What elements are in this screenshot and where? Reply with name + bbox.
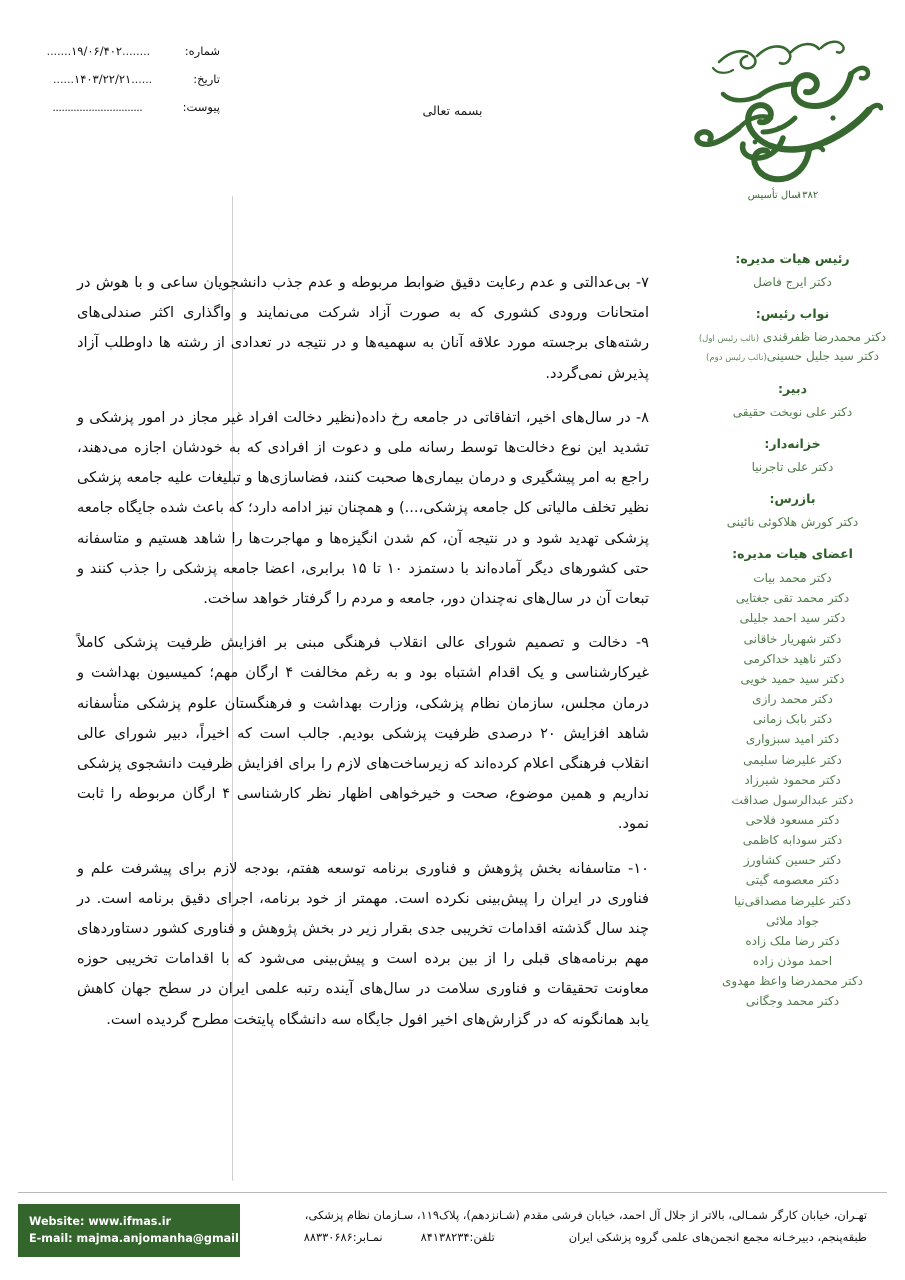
meta-row-date	[15, 72, 220, 100]
sidebar-name-text: دکتر محمدرضا ظفرقندی	[759, 329, 887, 344]
sidebar-name	[680, 347, 905, 366]
sidebar-group-treasurer	[680, 435, 905, 477]
sidebar-name: دکتر ایرج فاضل	[753, 274, 832, 289]
footer-website[interactable]: Website: www.ifmas.ir	[29, 1215, 172, 1228]
logo-founded-text	[748, 187, 819, 201]
letterhead-footer	[0, 1200, 905, 1280]
paragraph-9: ۹- دخالت و تصمیم شورای عالی انقلاب فرهنگی مبنی بر افزایش ظرفیت پزشکی کاملاً غیرکارشناسی و یک اقدام اشتباه بود و به رغم مخالفت ۴ ارگان مهم؛ کمیسیون بهداشت و درمان مجلس، سازمان نظام پزشکی، وزارت بهداشت و فرهنگستان علوم پزشکی متأسفانه شاهد افزایش ۲۰ درصدی ظرفیت پزشکی بودیم. جالب است که اخیراً، دبیر شورای عالی انقلاب فرهنگی اعلام کرده‌اند که زیرساخت‌های لازم را برای افزایش ظرفیت دانشجوی پزشکی نداریم و همین موضوع، صحت و خیرخواهی اظهار نظر کارشناسی ۴ ارگان مربوطه را ثابت نمود.	[77, 634, 650, 833]
sidebar-member: دکتر حسین کشاورز	[743, 853, 842, 868]
footer-address-line-2	[257, 1226, 867, 1248]
sidebar-member: دکتر بابک زمانی	[752, 712, 833, 727]
footer-address	[257, 1204, 867, 1248]
sidebar-member: دکتر سید احمد جلیلی	[739, 611, 846, 626]
sidebar-title-chairman: رئیس هیات مدیره:	[735, 251, 850, 266]
sidebar-member: دکتر محمد رازی	[752, 692, 833, 707]
footer-address-line-1: تهـران، خیابان کارگر شمـالی، بالاتر از جلال آل احمد، خیابان فرشی مقدم (شـانزدهم)، پلاک۱۱۹، سـازمان نظام پزشکی،	[304, 1208, 867, 1222]
sidebar-title-board-members: اعضای هیات مدیره:	[732, 546, 853, 562]
sidebar-member: احمد موذن زاده	[752, 954, 833, 969]
meta-label-number: شماره:	[184, 44, 220, 58]
sidebar-member: دکتر ناهید خداکرمی	[743, 651, 842, 666]
footer-spacer	[495, 1226, 569, 1248]
besmeh-taala-text: بسمه تعالی	[422, 103, 483, 118]
paragraph-8: ۸- در سال‌های اخیر، اتفاقاتی در جامعه رخ داده(نظیر دخالت افراد غیر مجاز در امور پزشکی و تشدید این نوع دخالت‌ها توسط رسانه ملی و دعوت از افرادی که به خودشان اجازه می‌دهند، راجع به امر پیشگیری و درمان بیماری‌ها صحبت کنند، فضاسازی‌ها و تبلیغات علیه جامعه پزشکی نظیر تخلف مالیاتی کل جامعه پزشکی،...) و همچنان نیز ادامه دارد؛ که باعث شده جایگاه جامعه پزشکی تهدید شود و در نتیجه آن، کم شدن انگیزه‌ها و مهاجرت‌ها را شاهد هستیم و متاسفانه حتی کشورهای دیگر آماده‌اند با دستمزد ۱۰ تا ۱۵ برابری، اعضا جامعه پزشکی را جذب کنند و تبعات آن در سال‌های نه‌چندان دور، جامعه و مردم را گرفتار خواهد ساخت.	[77, 408, 649, 608]
letter-meta-block	[15, 44, 220, 128]
sidebar-group-inspector	[680, 490, 905, 532]
sidebar-member: دکتر شهریار خاقانی	[743, 631, 842, 646]
footer-fax-value: ۸۸۳۳۰۶۸۶	[303, 1230, 353, 1245]
footer-email[interactable]: E-mail: majma.anjomanha@gmail.com	[29, 1232, 270, 1246]
meta-value-number: ۱۹/۰۶/۴۰۲	[71, 44, 123, 58]
sidebar-member: دکتر رضا ملک زاده	[745, 933, 840, 948]
sidebar-member: دکتر سودابه کاظمی	[742, 833, 843, 848]
letter-body	[77, 268, 649, 1035]
footer-contact-box	[18, 1204, 270, 1257]
paragraph-10: ۱۰- متاسفانه بخش پژوهش و فناوری برنامه توسعه هفتم، بودجه لازم برای پیشرفت علم و فناوری در ایران را پیش‌بینی نکرده است. مهمتر از خود برنامه، اجرای دقیق برنامه است. در چند سال گذشته اقدامات تخریبی جدی بقرار زیر در بخش پژوهش و فناوری کشور دستاوردهای مهم برنامه‌های قبلی را از بین برده است و پیش‌بینی می‌شود که با اقدامات تخریبی حوزه معاونت تحقیقات و فناوری سلامت در سال‌های آینده رتبه علمی ایران در سطح جهان کاهش یابد همانگونه که در گزارش‌های اخیر افول جایگاه سه دانشگاه پایتخت مطرح گردیده است.	[77, 859, 649, 1028]
meta-dots-attachment: ..............................	[52, 101, 143, 114]
sidebar-title-vice-chairmen: نواب رئیس:	[755, 306, 830, 322]
meta-label-date: تاریخ:	[193, 72, 220, 86]
sidebar-member: دکتر محمد تقی جغتایی	[735, 591, 850, 606]
sidebar-group-board-members	[680, 545, 905, 1011]
sidebar-member: دکتر محمد وجگانی	[745, 994, 840, 1009]
sidebar-name-role: (نائب رئیس دوم)	[706, 353, 767, 364]
meta-dots-date: ......۱۴۰۳/۲۲/۲۱......	[53, 72, 153, 86]
footer-divider	[18, 1192, 887, 1193]
sidebar-member: جواد ملائی	[765, 913, 820, 928]
meta-row-attachment	[15, 100, 220, 128]
sidebar-title-treasurer: خزانه‌دار:	[764, 436, 821, 451]
sidebar-name-role: (نائب رئیس اول)	[698, 333, 760, 344]
sidebar-member: دکتر مسعود فلاحی	[745, 813, 840, 827]
sidebar-group-vice-chairmen	[680, 305, 905, 367]
meta-label-attachment: پیوست:	[182, 100, 220, 114]
sidebar-title-inspector: بازرس:	[769, 491, 816, 507]
sidebar-name: دکتر کورش هلاکوئی نائینی	[726, 514, 859, 529]
meta-dots-number: ........۱۹/۰۶/۴۰۲.......	[46, 44, 151, 58]
logo-founded-year: ۱۳۸۲	[796, 190, 819, 201]
sidebar-group-secretary	[680, 380, 905, 422]
sidebar-member: دکتر سید حمید خویی	[740, 671, 845, 686]
footer-phone-label: تلفن:	[469, 1230, 495, 1245]
sidebar-name	[680, 328, 905, 347]
sidebar-member: دکتر معصومه گیتی	[745, 873, 840, 888]
logo-founded-label: سال تأسیس	[747, 190, 800, 201]
sidebar-member: دکتر محمدرضا واعظ مهدوی	[722, 974, 863, 989]
sidebar-member: دکتر عبدالرسول صداقت	[731, 792, 854, 807]
sidebar-member: دکتر علیرضا مصداقی‌نیا	[734, 893, 851, 908]
sidebar-name: دکتر علی تاجرنیا	[751, 459, 834, 474]
sidebar-group-chairman	[680, 250, 905, 292]
footer-spacer	[383, 1226, 421, 1248]
footer-address-line-2-text: طبقه‌پنجم، دبیرخـانه مجمع انجمن‌های علمی گروه پزشکی ایران	[568, 1230, 867, 1245]
sidebar-member: دکتر محمود شیرزاد	[744, 772, 841, 787]
sidebar-name: دکتر علی نوبخت حقیقی	[732, 404, 853, 419]
meta-row-number	[15, 44, 220, 72]
sidebar-title-secretary: دبیر:	[778, 380, 807, 396]
sidebar-member: دکتر امید سبزواری	[745, 732, 840, 747]
board-sidebar	[672, 250, 905, 1025]
sidebar-name-text: دکتر سید جلیل حسینی	[766, 349, 879, 364]
sidebar-member: دکتر علیرضا سلیمی	[743, 752, 842, 767]
sidebar-member: دکتر محمد بیات	[753, 571, 832, 586]
letterhead-header	[0, 0, 905, 225]
footer-fax-label: نمـابر:	[352, 1230, 383, 1245]
footer-phone-value: ۸۴۱۳۸۲۳۴	[420, 1230, 470, 1245]
meta-value-date: ۱۴۰۳/۲۲/۲۱	[74, 72, 132, 86]
paragraph-7: ۷- بی‌عدالتی و عدم رعایت دقیق ضوابط مربوطه و عدم جذب دانشجویان ساعی و با هوش در امتحانات ورودی کشوری که به صورت آزاد شرکت می‌نمایند و واگذاری اکثر صندلی‌های رشته‌های برجسته مورد علاقه آنان به سهمیه‌ها و در نتیجه در تعدادی از رشته ها داوطلب آزاد پذیرش نمی‌گردد.	[77, 274, 649, 382]
organization-logo	[683, 22, 883, 207]
